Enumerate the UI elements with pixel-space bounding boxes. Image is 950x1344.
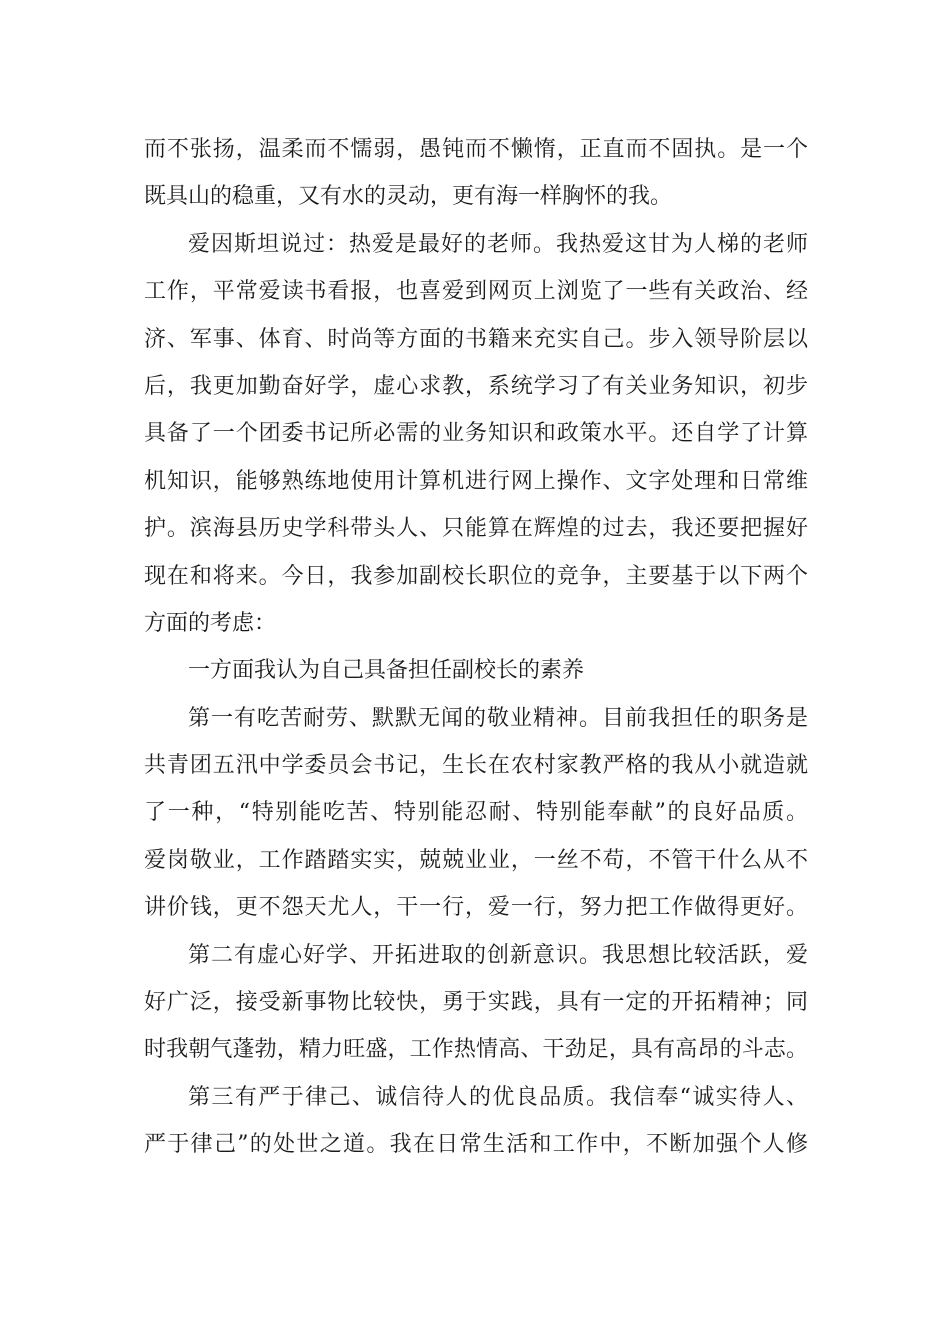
paragraph-start-line: 第三有严于律己、诚信待人的优良品质。我信奉“诚实待人、	[188, 1084, 808, 1110]
text-line: 护。滨海县历史学科带头人、只能算在辉煌的过去，我还要把握好	[144, 516, 808, 542]
text-line: 机知识，能够熟练地使用计算机进行网上操作、文字处理和日常维	[144, 468, 808, 494]
text-line: 后，我更加勤奋好学，虚心求教，系统学习了有关业务知识，初步	[144, 373, 808, 399]
text-line: 而不张扬，温柔而不懦弱，愚钝而不懒惰，正直而不固执。是一个	[144, 137, 808, 162]
text-line: 现在和将来。今日，我参加副校长职位的竞争，主要基于以下两个	[144, 563, 808, 589]
text-line: 了一种，“特别能吃苦、特别能忍耐、特别能奉献”的良好品质。	[144, 800, 808, 826]
document-body	[144, 126, 808, 1169]
paragraph-start-line: 第一有吃苦耐劳、默默无闻的敬业精神。目前我担任的职务是	[188, 705, 808, 731]
text-line: 时我朝气蓬勃，精力旺盛，工作热情高、干劲足，具有高昂的斗志。	[144, 1037, 808, 1063]
text-line: 讲价钱，更不怨天尤人，干一行，爱一行，努力把工作做得更好。	[144, 895, 808, 921]
text-line: 共青团五汛中学委员会书记，生长在农村家教严格的我从小就造就	[144, 753, 808, 779]
text-line: 具备了一个团委书记所必需的业务知识和政策水平。还自学了计算	[144, 421, 808, 447]
paragraph-start-line: 爱因斯坦说过：热爱是最好的老师。我热爱这甘为人梯的老师	[188, 231, 808, 257]
paragraph-start-line: 第二有虚心好学、开拓进取的创新意识。我思想比较活跃，爱	[188, 942, 808, 968]
text-line: 爱岗敬业，工作踏踏实实，兢兢业业，一丝不苟，不管干什么从不	[144, 847, 808, 873]
text-line: 既具山的稳重，又有水的灵动，更有海一样胸怀的我。	[144, 184, 673, 210]
text-line: 济、军事、体育、时尚等方面的书籍来充实自己。步入领导阶层以	[144, 326, 808, 352]
text-line: 工作，平常爱读书看报，也喜爱到网页上浏览了一些有关政治、经	[144, 279, 808, 305]
text-line: 方面的考虑：	[144, 610, 277, 636]
text-line: 好广泛，接受新事物比较快，勇于实践，具有一定的开拓精神；同	[144, 990, 808, 1016]
text-line: 严于律己”的处世之道。我在日常生活和工作中，不断加强个人修	[144, 1132, 808, 1158]
section-heading-line: 一方面我认为自己具备担任副校长的素养	[188, 658, 585, 684]
